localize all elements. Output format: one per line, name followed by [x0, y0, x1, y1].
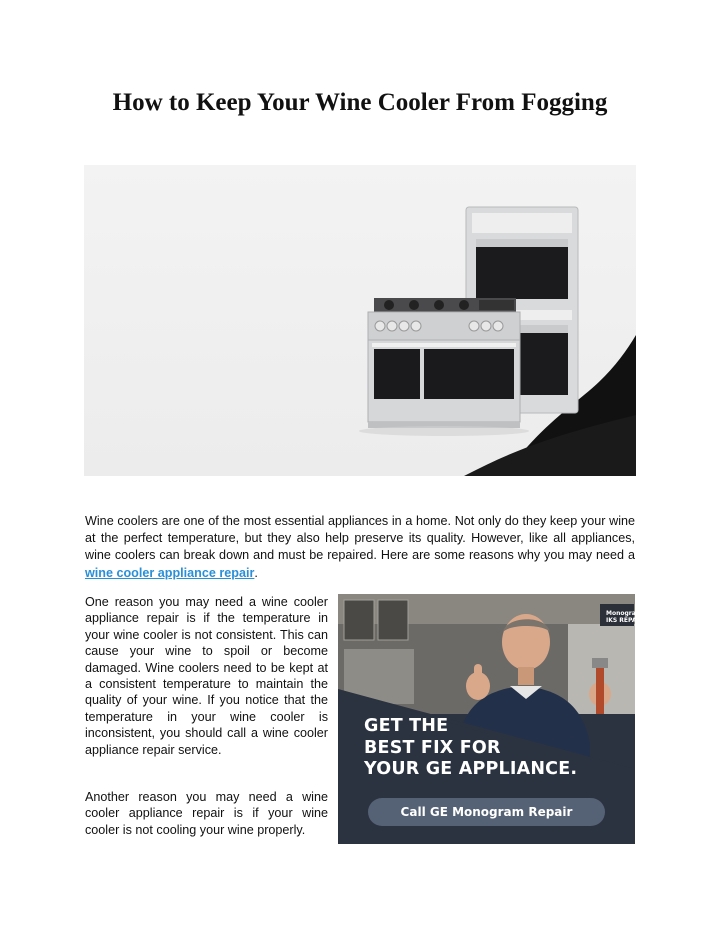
- intro-text: Wine coolers are one of the most essential appliances in a home. Not only do they keep your wine at the perfect temperature, but they also help preserve its quality. However, like all appliances, wine coolers can break down and must be repaired. Here are some reasons why you may need a: [85, 514, 635, 563]
- appliances-illustration: [84, 165, 636, 476]
- ad-headline: [364, 716, 624, 781]
- gas-range: [368, 298, 520, 428]
- brand-line2: IKS REPAIR: [606, 617, 644, 624]
- hero-image: [84, 165, 636, 476]
- call-repair-button[interactable]: Call GE Monogram Repair: [368, 798, 605, 826]
- page-title: How to Keep Your Wine Cooler From Fogging: [112, 89, 608, 116]
- monogram-logo: [606, 610, 644, 624]
- paragraph-temperature: One reason you may need a wine cooler appliance repair is if the temperature in your wine cooler is not consistent. This can cause your wine to spoil or become damaged. Wine coolers need to be kept at a consistent temperature to maintain the quality of your wine. If you notice that the temperature in your wine cooler is inconsistent, you should call a wine cooler appliance repair service.: [85, 595, 328, 757]
- paragraph-cooling: Another reason you may need a wine cooler appliance repair is if your wine cooler is not cooling your wine properly.: [85, 790, 328, 837]
- intro-text-end: .: [254, 565, 258, 580]
- ad-headline-line2: BEST FIX FOR: [364, 737, 501, 758]
- ad-headline-line3: YOUR GE APPLIANCE.: [364, 759, 578, 779]
- intro-paragraph: [85, 513, 635, 582]
- ad-headline-line1: GET THE: [364, 716, 449, 736]
- wine-cooler-repair-link[interactable]: wine cooler appliance repair: [85, 565, 255, 580]
- brand-line1: Monogram.: [606, 610, 645, 617]
- ge-repair-ad[interactable]: [338, 594, 645, 844]
